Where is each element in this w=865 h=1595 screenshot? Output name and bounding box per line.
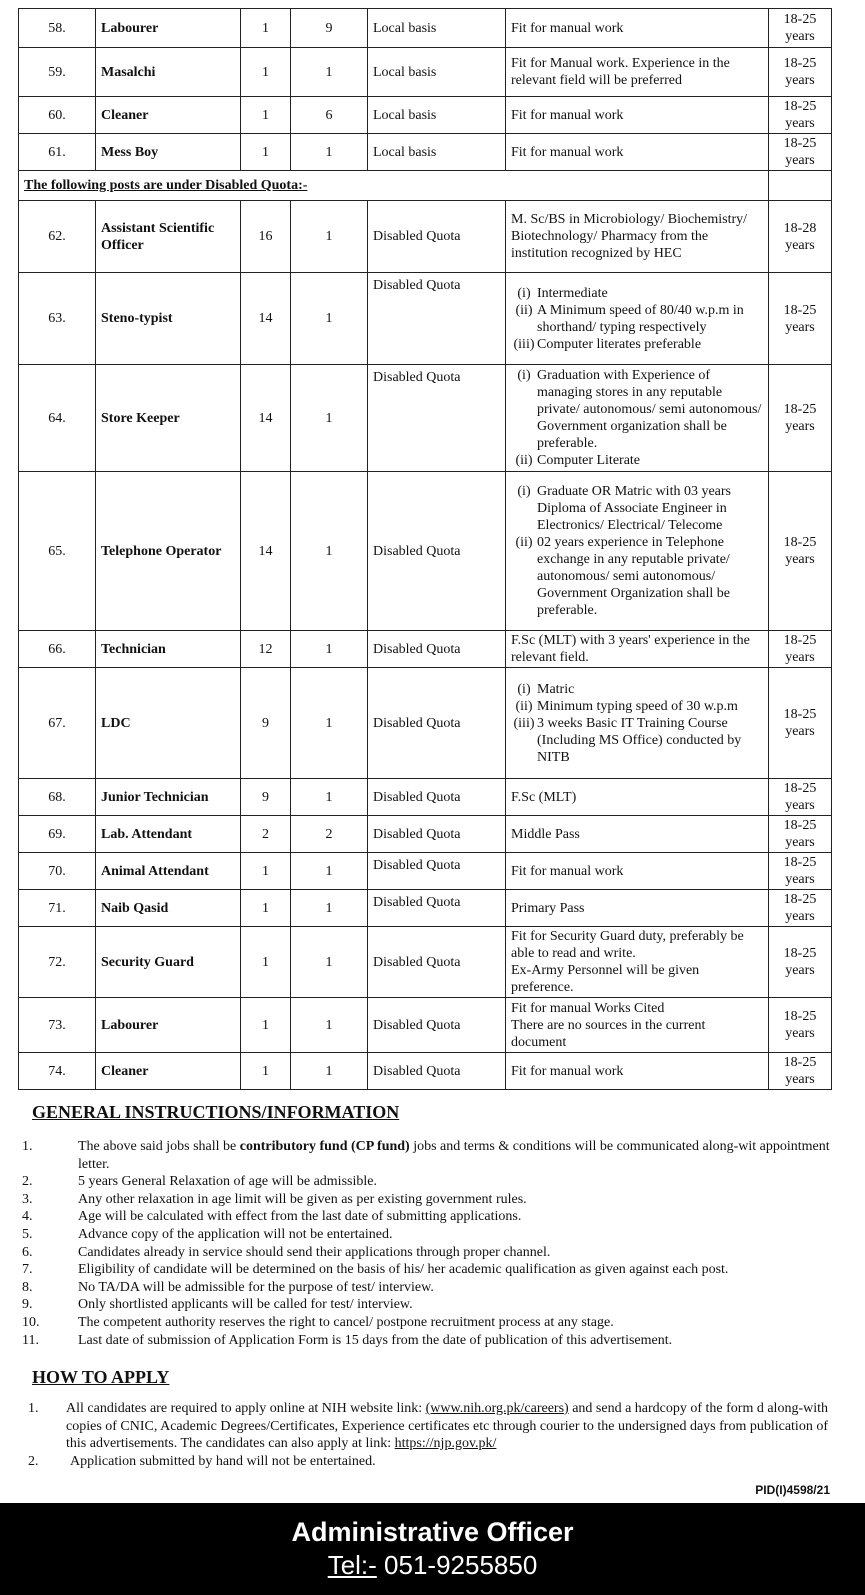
item-text: 02 years experience in Telephone exchange in any reputable private/ autonomous/ semi autonomous/ Government Organization shall be preferable.: [537, 535, 730, 618]
age-limit: 18-28 years: [769, 201, 832, 273]
instruction-text: The competent authority reserves the right to cancel/ postpone recruitment process at any stage.: [78, 1314, 614, 1330]
bps-scale: 1: [241, 998, 291, 1053]
bps-scale: 2: [241, 816, 291, 853]
qualification: [506, 97, 769, 134]
qualification-item: [511, 336, 763, 353]
qualification-item: [511, 826, 763, 843]
qualification-item: [511, 452, 763, 469]
post-count: 9: [291, 9, 368, 48]
age-limit: 18-25 years: [769, 779, 832, 816]
post-count: 1: [291, 998, 368, 1053]
item-marker: (ii): [515, 302, 533, 318]
table-row: [19, 472, 832, 631]
qualification-item: [511, 1017, 763, 1051]
instruction-text: Eligibility of candidate will be determined on the basis of his/ her academic qualification as given against each post.: [78, 1262, 729, 1278]
qualification: [506, 1053, 769, 1090]
post-name: Telephone Operator: [96, 472, 241, 631]
item-text: M. Sc/BS in Microbiology/ Biochemistry/ Biotechnology/ Pharmacy from the institution recognized by HEC: [511, 212, 748, 261]
item-text: Graduate OR Matric with 03 years Diploma of Associate Engineer in Electronics/ Electrical/ Telecome: [537, 484, 731, 533]
qualification: [506, 365, 769, 472]
item-text: Intermediate: [537, 285, 608, 301]
instruction-text: No TA/DA will be admissible for the purpose of test/ interview.: [78, 1279, 434, 1295]
instruction-text: Last date of submission of Application Form is 15 days from the date of publication of this advertisement.: [78, 1332, 673, 1348]
post-name: Technician: [96, 631, 241, 668]
instruction-item: [22, 1314, 830, 1332]
instructions-list: [22, 1138, 830, 1349]
quota: Disabled Quota: [368, 779, 506, 816]
serial-number: 63.: [19, 273, 96, 365]
njp-link[interactable]: https://njp.gov.pk/: [394, 1436, 497, 1452]
age-limit: 18-25 years: [769, 365, 832, 472]
table-row: [19, 201, 832, 273]
qualification-item: [511, 900, 763, 917]
post-count: 1: [291, 48, 368, 97]
qualification: [506, 816, 769, 853]
quota: Disabled Quota: [368, 631, 506, 668]
quota: Local basis: [368, 48, 506, 97]
post-count: 1: [291, 1053, 368, 1090]
quota: Disabled Quota: [368, 998, 506, 1053]
post-name: Animal Attendant: [96, 853, 241, 890]
age-limit: 18-25 years: [769, 816, 832, 853]
serial-number: 74.: [19, 1053, 96, 1090]
table-row: [19, 273, 832, 365]
footer-banner: [0, 1503, 865, 1595]
serial-number: 69.: [19, 816, 96, 853]
item-number: 1.: [22, 1139, 33, 1154]
item-number: 6.: [22, 1244, 33, 1260]
item-marker: (iii): [513, 336, 535, 352]
bps-scale: 1: [241, 927, 291, 998]
table-row: [19, 365, 832, 472]
bps-scale: 14: [241, 273, 291, 365]
bps-scale: 1: [241, 97, 291, 134]
table-row: [19, 927, 832, 998]
item-text: A Minimum speed of 80/40 w.p.m in shorthand/ typing respectively: [537, 302, 744, 335]
nih-careers-link[interactable]: (www.nih.org.pk/careers): [425, 1401, 569, 1416]
serial-number: 65.: [19, 472, 96, 631]
table-row: [19, 9, 832, 48]
item-text: F.Sc (MLT): [511, 789, 577, 805]
quota: Disabled Quota: [368, 273, 506, 365]
item-text: There are no sources in the current document: [511, 1017, 706, 1050]
post-count: 1: [291, 472, 368, 631]
instruction-text: 5 years General Relaxation of age will be admissible.: [78, 1174, 377, 1190]
qualification-item: [511, 55, 763, 89]
quota: Disabled Quota: [368, 472, 506, 631]
item-text: F.Sc (MLT) with 3 years' experience in the relevant field.: [511, 633, 750, 665]
qualification-item: [511, 367, 763, 452]
instruction-text: jobs and terms & conditions will be communicated along-wit appointment letter.: [78, 1139, 830, 1172]
post-count: 1: [291, 927, 368, 998]
qualification: [506, 48, 769, 97]
quota: Local basis: [368, 97, 506, 134]
item-text: Primary Pass: [511, 900, 585, 916]
qualification: [506, 9, 769, 48]
qualification-item: [511, 285, 763, 302]
item-text: Minimum typing speed of 30 w.p.m: [537, 698, 738, 714]
post-name: Junior Technician: [96, 779, 241, 816]
tel-number: 051-9255850: [384, 1550, 538, 1580]
posts-table: [18, 8, 832, 1090]
instruction-text: Advance copy of the application will not be entertained.: [78, 1226, 393, 1242]
post-count: 1: [291, 668, 368, 779]
qualification-item: [511, 789, 763, 806]
qualification: [506, 273, 769, 365]
post-count: 1: [291, 134, 368, 171]
instruction-text: Any other relaxation in age limit will be given as per existing government rules.: [78, 1191, 527, 1207]
age-limit: 18-25 years: [769, 631, 832, 668]
table-row: [19, 998, 832, 1053]
how-to-apply-heading: HOW TO APPLY: [32, 1367, 170, 1387]
apply-item: 2. Application submitted by hand will not be entertained.: [28, 1453, 376, 1469]
bps-scale: 9: [241, 779, 291, 816]
instruction-text: Candidates already in service should send their applications through proper channel.: [78, 1244, 551, 1260]
serial-number: 73.: [19, 998, 96, 1053]
post-name: LDC: [96, 668, 241, 779]
item-text: Fit for Manual work. Experience in the relevant field will be preferred: [511, 56, 730, 88]
item-text: Fit for manual work: [511, 144, 624, 160]
serial-number: 61.: [19, 134, 96, 171]
item-text: Fit for manual Works Cited: [511, 1000, 665, 1016]
post-name: Assistant Scientific Officer: [96, 201, 241, 273]
table-row: [19, 779, 832, 816]
item-text: Ex-Army Personnel will be given preference.: [511, 963, 700, 995]
bps-scale: 1: [241, 890, 291, 927]
post-name: Labourer: [96, 9, 241, 48]
qualification: [506, 998, 769, 1053]
item-text: Matric: [537, 681, 575, 697]
item-text: Fit for Security Guard duty, preferably be able to read and write.: [511, 929, 744, 961]
post-name: Security Guard: [96, 927, 241, 998]
post-count: 1: [291, 273, 368, 365]
post-name: Steno-typist: [96, 273, 241, 365]
instruction-text: Age will be calculated with effect from the last date of submitting applications.: [78, 1209, 522, 1225]
item-number: 7.: [22, 1262, 33, 1278]
bps-scale: 14: [241, 365, 291, 472]
post-count: 1: [291, 890, 368, 927]
serial-number: 71.: [19, 890, 96, 927]
qualification: [506, 779, 769, 816]
qualification: [506, 201, 769, 273]
post-count: 6: [291, 97, 368, 134]
bps-scale: 1: [241, 48, 291, 97]
qualification: [506, 890, 769, 927]
serial-number: 70.: [19, 853, 96, 890]
instruction-item: [22, 1261, 830, 1279]
qualification-item: [511, 107, 763, 124]
quota: Disabled Quota: [368, 927, 506, 998]
post-name: Cleaner: [96, 97, 241, 134]
item-marker: (i): [517, 368, 531, 383]
qualification: [506, 668, 769, 779]
serial-number: 60.: [19, 97, 96, 134]
qualification: [506, 927, 769, 998]
bps-scale: 1: [241, 9, 291, 48]
qualification: [506, 631, 769, 668]
post-name: Mess Boy: [96, 134, 241, 171]
serial-number: 67.: [19, 668, 96, 779]
quota: Local basis: [368, 134, 506, 171]
serial-number: 72.: [19, 927, 96, 998]
bps-scale: 12: [241, 631, 291, 668]
item-marker: (i): [517, 285, 531, 301]
pid-number: PID(I)4598/21: [755, 1483, 830, 1497]
cp-fund-text: contributory fund (CP fund): [239, 1139, 410, 1154]
instruction-text: Only shortlisted applicants will be called for test/ interview.: [78, 1297, 413, 1313]
item-number: 9.: [22, 1297, 33, 1313]
qualification-item: [511, 698, 763, 715]
quota: Disabled Quota: [368, 853, 506, 890]
bps-scale: 16: [241, 201, 291, 273]
qualification: [506, 853, 769, 890]
age-limit: 18-25 years: [769, 472, 832, 631]
quota: Disabled Quota: [368, 668, 506, 779]
item-marker: (ii): [515, 535, 533, 550]
apply-item: 1. All candidates are required to apply online at NIH website link: (www.nih.org.pk/careers) and send a hardcopy of the form d along-with copies of CNIC, Academic Degrees/Certificates, Experience certificates etc through courier to the undersigned days from publication of this advertisements. The candidates can also apply at link: https://njp.gov.pk/: [28, 1401, 829, 1452]
table-row: [19, 890, 832, 927]
apply-list: [28, 1400, 828, 1470]
post-name: Masalchi: [96, 48, 241, 97]
age-limit: 18-25 years: [769, 273, 832, 365]
instruction-item: [22, 1226, 830, 1244]
age-limit: 18-25 years: [769, 97, 832, 134]
age-limit: 18-25 years: [769, 890, 832, 927]
quota: Disabled Quota: [368, 365, 506, 472]
qualification-item: [511, 1000, 763, 1017]
qualification-item: [511, 681, 763, 698]
item-text: Fit for manual work: [511, 20, 624, 36]
post-count: 1: [291, 779, 368, 816]
age-limit: 18-25 years: [769, 998, 832, 1053]
serial-number: 59.: [19, 48, 96, 97]
qualification-item: [511, 302, 763, 336]
age-limit: 18-25 years: [769, 853, 832, 890]
qualification-item: [511, 534, 763, 619]
item-number: 11.: [22, 1332, 39, 1348]
qualification-item: [511, 20, 763, 37]
bps-scale: 1: [241, 853, 291, 890]
item-text: Computer literates preferable: [537, 336, 702, 352]
quota: Disabled Quota: [368, 890, 506, 927]
quota: Local basis: [368, 9, 506, 48]
serial-number: 68.: [19, 779, 96, 816]
item-text: Computer Literate: [537, 453, 641, 468]
post-name: Lab. Attendant: [96, 816, 241, 853]
item-number: 5.: [22, 1226, 33, 1242]
table-row: [19, 97, 832, 134]
empty-cell: [769, 171, 832, 201]
instruction-item: [22, 1208, 830, 1226]
qualification-item: [511, 632, 763, 666]
item-number: 2.: [22, 1174, 33, 1190]
instruction-item: [22, 1296, 830, 1314]
serial-number: 64.: [19, 365, 96, 472]
instruction-item: [22, 1279, 830, 1297]
table-row: [19, 816, 832, 853]
item-number: 4.: [22, 1209, 33, 1225]
item-marker: (ii): [515, 453, 533, 468]
qualification-item: [511, 483, 763, 534]
footer-tel: [0, 1550, 865, 1581]
table-row: [19, 668, 832, 779]
item-text: Fit for manual work: [511, 1063, 624, 1079]
item-number: 10.: [22, 1314, 40, 1330]
instruction-item: [22, 1138, 830, 1173]
qualification-item: [511, 211, 763, 262]
qualification-item: [511, 144, 763, 161]
table-row: [19, 853, 832, 890]
quota: Disabled Quota: [368, 201, 506, 273]
post-name: Store Keeper: [96, 365, 241, 472]
post-count: 1: [291, 365, 368, 472]
table-row: [19, 631, 832, 668]
age-limit: 18-25 years: [769, 48, 832, 97]
age-limit: 18-25 years: [769, 668, 832, 779]
serial-number: 66.: [19, 631, 96, 668]
apply-text: Application submitted by hand will not be entertained.: [70, 1453, 376, 1469]
post-name: Cleaner: [96, 1053, 241, 1090]
instruction-item: [22, 1191, 830, 1209]
item-text: Fit for manual work: [511, 863, 624, 879]
quota: Disabled Quota: [368, 1053, 506, 1090]
instructions-heading: GENERAL INSTRUCTIONS/INFORMATION: [32, 1102, 400, 1122]
age-limit: 18-25 years: [769, 927, 832, 998]
section-title: The following posts are under Disabled Quota:-: [19, 171, 769, 201]
item-marker: (iii): [513, 715, 535, 731]
item-text: Graduation with Experience of managing stores in any reputable private/ autonomous/ semi autonomous/ Government organization shall be preferable.: [537, 368, 762, 451]
qualification-item: [511, 715, 763, 766]
apply-text: All candidates are required to apply online at NIH website link:: [66, 1401, 426, 1416]
instruction-item: [22, 1173, 830, 1191]
qualification-item: [511, 962, 763, 996]
item-number: 3.: [22, 1191, 33, 1207]
age-limit: 18-25 years: [769, 1053, 832, 1090]
instruction-item: [22, 1244, 830, 1262]
table-row: [19, 134, 832, 171]
item-marker: (i): [517, 484, 531, 499]
item-marker: (ii): [515, 698, 533, 714]
post-name: Naib Qasid: [96, 890, 241, 927]
item-number: 8.: [22, 1279, 33, 1295]
apply-text: and send a hardcopy of the form d along-with copies of CNIC, Academic Degrees/Certificates, Experience certificates etc through courier to the undersigned days from publication of this advertisements. The candidates can also apply at link:: [66, 1401, 829, 1452]
bps-scale: 1: [241, 134, 291, 171]
post-name: Labourer: [96, 998, 241, 1053]
qualification: [506, 472, 769, 631]
item-marker: (i): [517, 681, 531, 697]
tel-label: Tel:-: [327, 1550, 377, 1580]
age-limit: 18-25 years: [769, 134, 832, 171]
bps-scale: 1: [241, 1053, 291, 1090]
bps-scale: 14: [241, 472, 291, 631]
footer-title: Administrative Officer: [291, 1517, 574, 1547]
age-limit: 18-25 years: [769, 9, 832, 48]
item-text: 3 weeks Basic IT Training Course (Including MS Office) conducted by NITB: [537, 715, 742, 765]
item-text: Fit for manual work: [511, 107, 624, 123]
table-row: [19, 48, 832, 97]
post-count: 1: [291, 631, 368, 668]
instruction-item: [22, 1332, 830, 1350]
table-row: [19, 1053, 832, 1090]
quota: Disabled Quota: [368, 816, 506, 853]
qualification-item: [511, 863, 763, 880]
instruction-text: The above said jobs shall be: [78, 1139, 240, 1154]
post-count: 2: [291, 816, 368, 853]
qualification: [506, 134, 769, 171]
post-count: 1: [291, 201, 368, 273]
item-text: Middle Pass: [511, 826, 580, 842]
serial-number: 58.: [19, 9, 96, 48]
qualification-item: [511, 928, 763, 962]
section-row: [19, 171, 832, 201]
serial-number: 62.: [19, 201, 96, 273]
bps-scale: 9: [241, 668, 291, 779]
post-count: 1: [291, 853, 368, 890]
qualification-item: [511, 1063, 763, 1080]
